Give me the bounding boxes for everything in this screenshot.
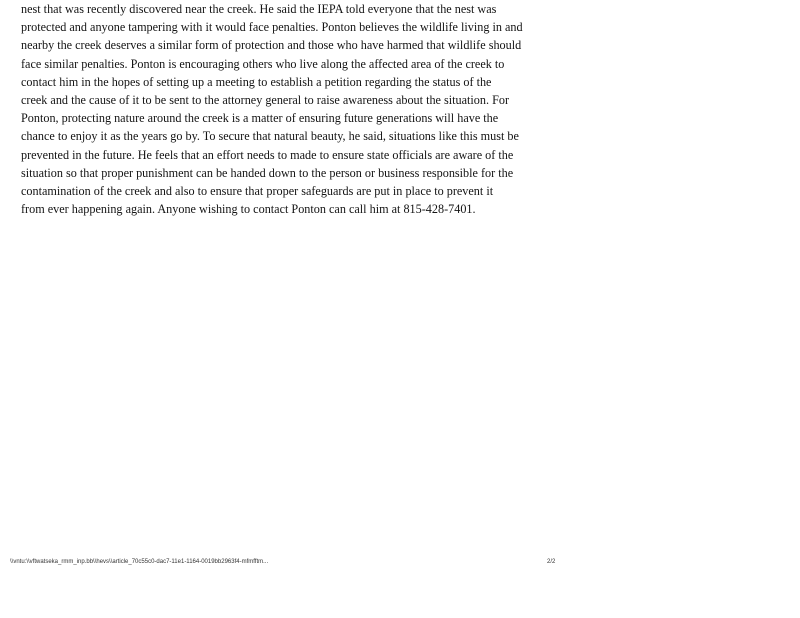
article-body [21,0,561,218]
footer-source-url: \\vntu:\\vftwatseka_rmm_inp.bb\\hevs\\article_70c55c0-dac7-11e1-1164-0019bb2963f4-mfmfftm... [10,559,269,565]
article-line: face similar penalties. Ponton is encouraging others who live along the affected area of the creek to [21,56,505,71]
article-line: nest that was recently discovered near the creek. He said the IEPA told everyone that the nest was [21,2,497,16]
article-line: protected and anyone tampering with it would face penalties. Ponton believes the wildlife living in and [21,20,523,35]
article-line: prevented in the future. He feels that an effort needs to made to ensure state officials are aware of the [21,147,514,162]
article-line: creek and the cause of it to be sent to the attorney general to raise awareness about the situation. For [21,93,510,108]
article-line: from ever happening again. Anyone wishing to contact Ponton can call him at 815-428-7401. [21,202,476,217]
article-line: chance to enjoy it as the years go by. To secure that natural beauty, he said, situations like this must be [21,129,519,144]
article-line: Ponton, protecting nature around the creek is a matter of ensuring future generations will have the [21,111,499,126]
article-line: contact him in the hopes of setting up a meeting to establish a petition regarding the status of the [21,74,492,89]
article-line: nearby the creek deserves a similar form of protection and those who have harmed that wildlife should [21,38,522,53]
article-line: contamination of the creek and also to ensure that proper safeguards are put in place to prevent it [21,184,494,199]
article-line: situation so that proper punishment can be handed down to the person or business responsible for the [21,165,514,180]
footer-page-number: 2/2 [547,559,556,565]
